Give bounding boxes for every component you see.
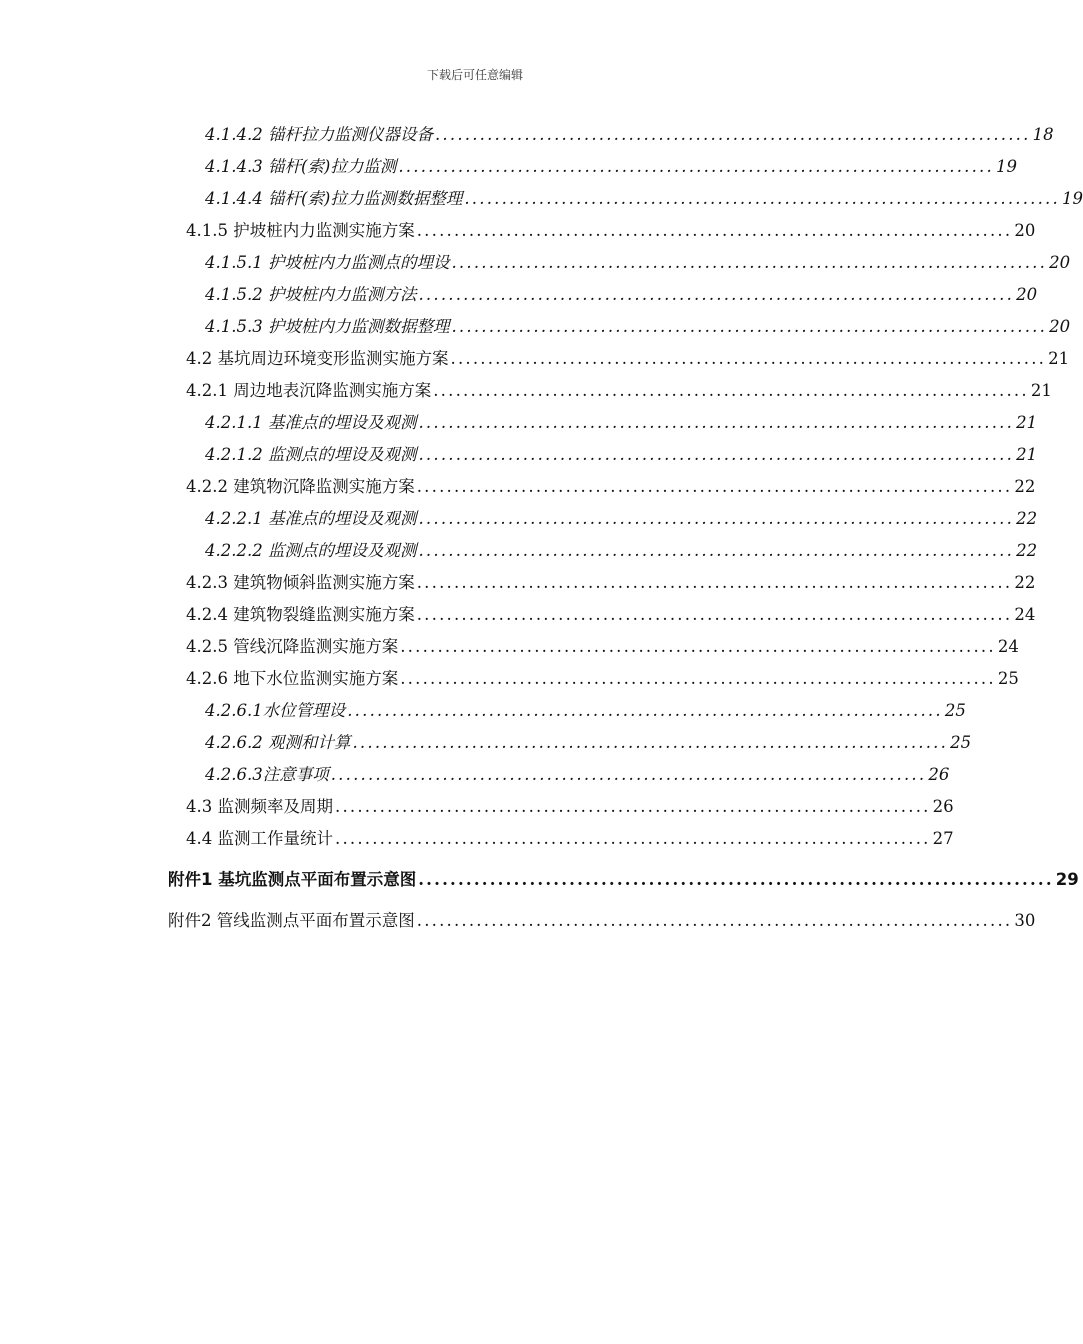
- toc-entry-label: 4.3 监测频率及周期: [186, 797, 333, 816]
- toc-entry-label: 4.2.2.1 基准点的埋设及观测: [205, 509, 417, 528]
- toc-entry[interactable]: [186, 377, 1052, 405]
- toc-entry[interactable]: [186, 793, 954, 821]
- toc-leader-dots: ................................................................................: [330, 765, 927, 784]
- toc-leader-dots: ................................................................................: [418, 413, 1015, 432]
- toc-entry-page: 21: [1016, 413, 1038, 432]
- toc-entry[interactable]: [186, 345, 1070, 373]
- toc-entry[interactable]: [205, 409, 1038, 437]
- toc-entry[interactable]: [186, 217, 1036, 245]
- toc-entry-label: 4.2.4 建筑物裂缝监测实施方案: [186, 605, 415, 624]
- toc-entry[interactable]: [205, 313, 1071, 341]
- toc-entry[interactable]: [205, 729, 972, 757]
- toc-entry-label: 4.2.1.2 监测点的埋设及观测: [205, 445, 417, 464]
- toc-entry[interactable]: [186, 633, 1019, 661]
- toc-entry[interactable]: [205, 537, 1038, 565]
- toc-entry-page: 24: [1014, 605, 1036, 624]
- toc-entry-page: 21: [1030, 381, 1052, 400]
- toc-entry[interactable]: [205, 249, 1071, 277]
- toc-entry-label: 4.1.5.2 护坡桩内力监测方法: [205, 285, 417, 304]
- toc-entry-page: 29: [1055, 870, 1079, 889]
- toc-entry-page: 24: [997, 637, 1019, 656]
- toc-entry[interactable]: [205, 697, 966, 725]
- toc-leader-dots: ................................................................................: [418, 541, 1015, 560]
- toc-entry-label: 4.1.5.3 护坡桩内力监测数据整理: [205, 317, 450, 336]
- toc-entry[interactable]: [186, 825, 954, 853]
- toc-entry-label: 4.1.4.2 锚杆拉力监测仪器设备: [205, 125, 433, 144]
- toc-leader-dots: ................................................................................: [400, 637, 996, 656]
- toc-leader-dots: ................................................................................: [416, 477, 1013, 496]
- toc-entry-page: 19: [1061, 189, 1083, 208]
- toc-entry-label: 4.2.2 建筑物沉降监测实施方案: [186, 477, 415, 496]
- toc-entry-label: 附件2 管线监测点平面布置示意图: [168, 911, 415, 930]
- toc-entry-label: 4.1.4.4 锚杆(索)拉力监测数据整理: [205, 189, 463, 208]
- toc-entry-page: 26: [932, 797, 954, 816]
- toc-entry-page: 22: [1016, 509, 1038, 528]
- toc-entry[interactable]: [186, 601, 1036, 629]
- toc-entry[interactable]: [205, 761, 950, 789]
- toc-entry[interactable]: [205, 441, 1038, 469]
- toc-entry[interactable]: [205, 121, 1054, 149]
- toc-entry-page: 30: [1014, 911, 1036, 930]
- toc-entry-label: 4.2.3 建筑物倾斜监测实施方案: [186, 573, 415, 592]
- toc-leader-dots: ................................................................................: [464, 189, 1060, 208]
- toc-entry-page: 22: [1014, 573, 1036, 592]
- toc-entry-page: 25: [950, 733, 972, 752]
- toc-leader-dots: ................................................................................: [450, 349, 1047, 368]
- toc-entry-label: 4.1.5.1 护坡桩内力监测点的埋设: [205, 253, 450, 272]
- toc-entry[interactable]: [168, 907, 1036, 935]
- toc-leader-dots: ................................................................................: [352, 733, 949, 752]
- toc-leader-dots: ................................................................................: [347, 701, 943, 720]
- toc-entry-label: 4.1.5 护坡桩内力监测实施方案: [186, 221, 415, 240]
- toc-entry-label: 4.2.1 周边地表沉降监测实施方案: [186, 381, 432, 400]
- toc-entry[interactable]: [186, 665, 1019, 693]
- toc-entry-label: 4.4 监测工作量统计: [186, 829, 333, 848]
- toc-leader-dots: ................................................................................: [398, 157, 994, 176]
- toc-entry[interactable]: [205, 185, 1083, 213]
- toc-entry-page: 25: [997, 669, 1019, 688]
- toc-entry-page: 21: [1048, 349, 1070, 368]
- toc-leader-dots: ................................................................................: [418, 445, 1015, 464]
- toc-entry-page: 20: [1049, 317, 1071, 336]
- toc-entry-page: 26: [928, 765, 950, 784]
- toc-leader-dots: ................................................................................: [418, 509, 1015, 528]
- toc-entry-label: 4.2.1.1 基准点的埋设及观测: [205, 413, 417, 432]
- toc-entry-page: 22: [1016, 541, 1038, 560]
- toc-leader-dots: ................................................................................: [335, 797, 931, 816]
- toc-entry-page: 18: [1032, 125, 1054, 144]
- page-header: 下载后可任意编辑: [426, 68, 523, 82]
- toc-entry-page: 21: [1016, 445, 1038, 464]
- toc-leader-dots: ................................................................................: [400, 669, 996, 688]
- toc-entry-label: 4.2.5 管线沉降监测实施方案: [186, 637, 399, 656]
- toc-entry-page: 19: [995, 157, 1017, 176]
- toc-entry[interactable]: [186, 569, 1036, 597]
- toc-entry[interactable]: [168, 866, 1079, 894]
- toc-leader-dots: ................................................................................: [433, 381, 1029, 400]
- toc-entry[interactable]: [205, 153, 1017, 181]
- toc-leader-dots: ................................................................................: [451, 317, 1048, 336]
- toc-entry-label: 4.2.2.2 监测点的埋设及观测: [205, 541, 417, 560]
- toc-entry-label: 4.2.6.3注意事项: [205, 765, 329, 784]
- toc-leader-dots: ................................................................................: [335, 829, 931, 848]
- toc-leader-dots: ................................................................................: [416, 605, 1013, 624]
- toc-entry-page: 20: [1016, 285, 1038, 304]
- toc-leader-dots: ................................................................................: [418, 285, 1015, 304]
- toc-entry-label: 4.2.6.2 观测和计算: [205, 733, 351, 752]
- toc-entry-page: 22: [1014, 477, 1036, 496]
- toc-entry-page: 25: [944, 701, 966, 720]
- toc-leader-dots: ................................................................................: [416, 573, 1013, 592]
- toc-entry-label: 附件1 基坑监测点平面布置示意图: [168, 870, 417, 889]
- toc-entry[interactable]: [205, 281, 1038, 309]
- toc-leader-dots: ................................................................................: [434, 125, 1031, 144]
- toc-leader-dots: ................................................................................: [451, 253, 1048, 272]
- toc-leader-dots: ................................................................................: [416, 911, 1013, 930]
- toc-entry-label: 4.2 基坑周边环境变形监测实施方案: [186, 349, 449, 368]
- toc-entry-page: 27: [932, 829, 954, 848]
- toc-entry-label: 4.2.6 地下水位监测实施方案: [186, 669, 399, 688]
- toc-entry[interactable]: [205, 505, 1038, 533]
- toc-entry-page: 20: [1014, 221, 1036, 240]
- toc-leader-dots: ................................................................................: [418, 870, 1054, 889]
- toc-entry-label: 4.2.6.1水位管理设: [205, 701, 346, 720]
- toc-entry-page: 20: [1049, 253, 1071, 272]
- toc-entry-label: 4.1.4.3 锚杆(索)拉力监测: [205, 157, 397, 176]
- toc-leader-dots: ................................................................................: [416, 221, 1013, 240]
- toc-entry[interactable]: [186, 473, 1036, 501]
